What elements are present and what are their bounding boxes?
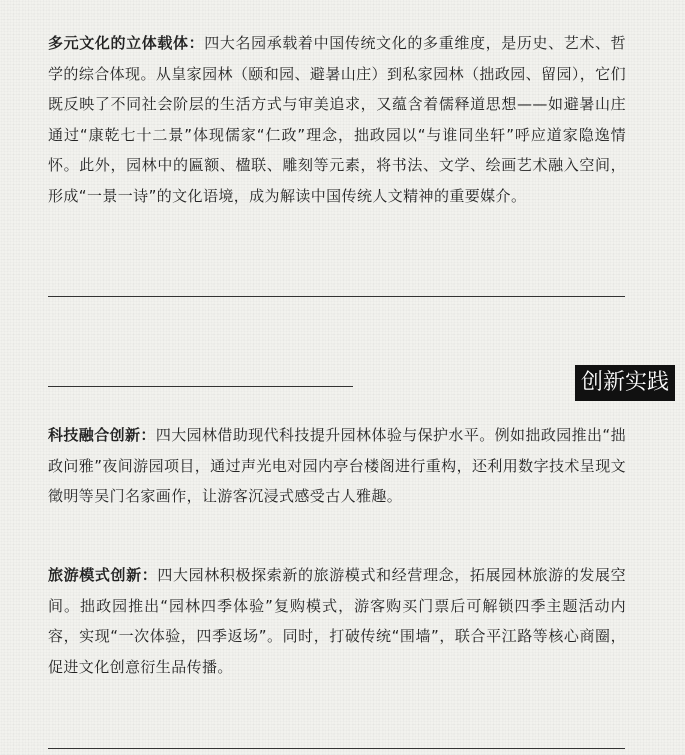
tech-innovation-paragraph [48,420,626,512]
tech-innovation-body: 四大园林借助现代科技提升园林体验与保护水平。例如拙政园推出“拙政问雅”夜间游园项目，通过声光电对园内亭台楼阁进行重构，还利用数字技术呈现文徵明等吴门名家画作，让游客沉浸式感受古人雅趣。 [48,426,626,505]
divider-short [48,386,353,387]
culture-paragraph [48,28,626,211]
tourism-innovation-body: 四大园林积极探索新的旅游模式和经营理念，拓展园林旅游的发展空间。拙政园推出“园林四季体验”复购模式，游客购买门票后可解锁四季主题活动内容，实现“一次体验，四季返场”。同时，打破传统“围墙”，联合平江路等核心商圈，促进文化创意衍生品传播。 [48,566,626,676]
tourism-innovation-lead: 旅游模式创新： [48,566,158,584]
culture-paragraph-lead: 多元文化的立体载体： [48,34,205,52]
section-title-innovation: 创新实践 [575,365,675,401]
tech-innovation-lead: 科技融合创新： [48,426,156,444]
divider-full [48,296,625,297]
tourism-innovation-paragraph [48,560,626,682]
culture-paragraph-body: 四大名园承载着中国传统文化的多重维度，是历史、艺术、哲学的综合体现。从皇家园林（颐和园、避暑山庄）到私家园林（拙政园、留园），它们既反映了不同社会阶层的生活方式与审美追求，又蕴含着儒释道思想——如避暑山庄通过“康乾七十二景”体现儒家“仁政”理念，拙政园以“与谁同坐轩”呼应道家隐逸情怀。此外，园林中的匾额、楹联、雕刻等元素，将书法、文学、绘画艺术融入空间，形成“一景一诗”的文化语境，成为解读中国传统人文精神的重要媒介。 [48,34,626,205]
divider-bottom [48,748,625,749]
